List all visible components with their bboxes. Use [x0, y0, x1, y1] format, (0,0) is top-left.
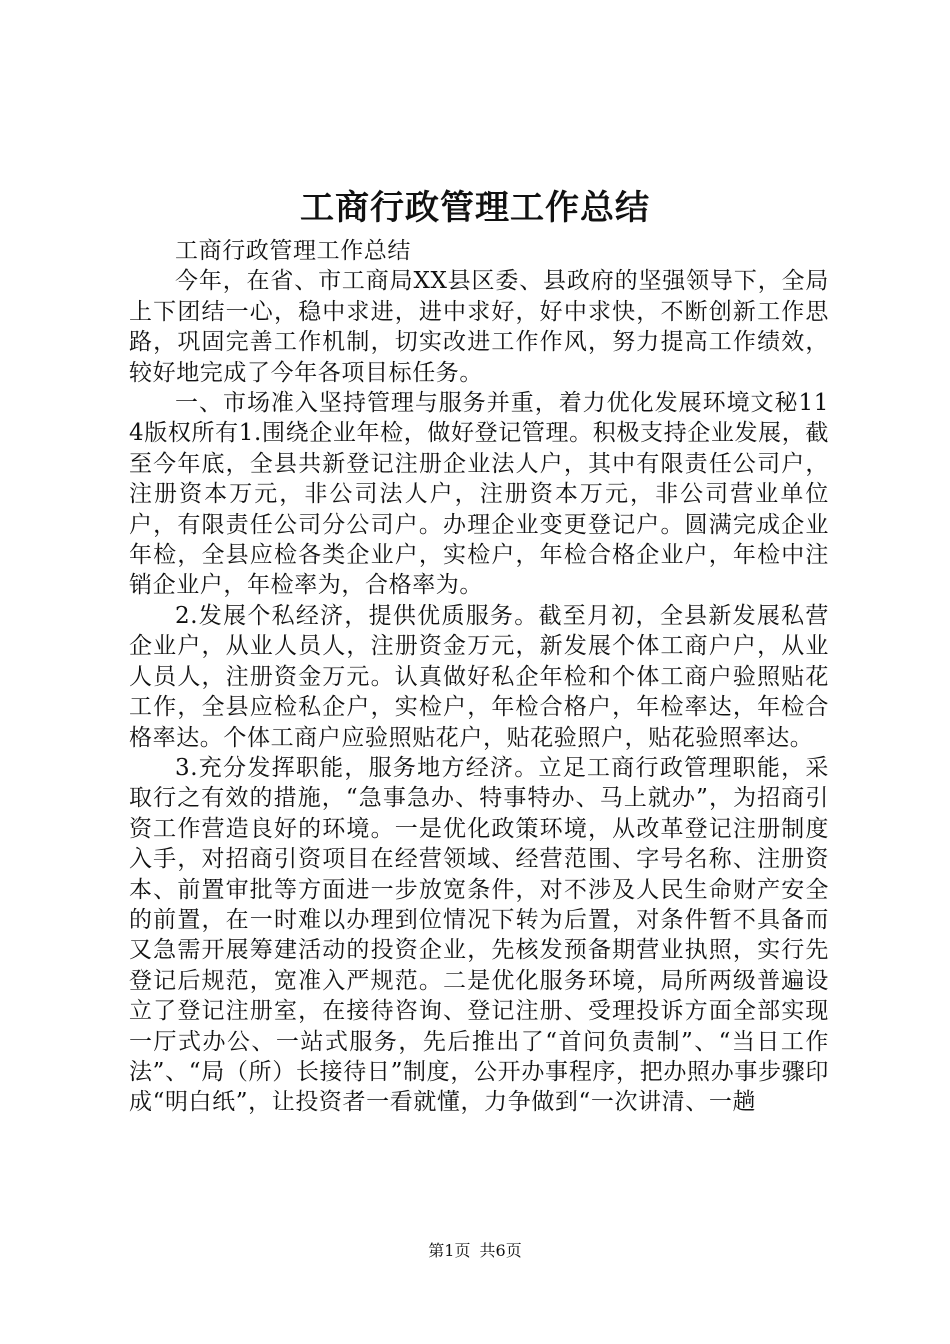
- paragraph-intro: 今年，在省、市工商局XX县区委、县政府的坚强领导下，全局上下团结一心，稳中求进，进中求好，好中求快，不断创新工作思路，巩固完善工作机制，切实改进工作作风，努力提高工作绩效，较好地完成了今年各项目标任务。: [129, 268, 829, 386]
- page-number: 第1页: [428, 1241, 471, 1260]
- paragraph-subtitle: 工商行政管理工作总结: [175, 238, 411, 264]
- document-title: 工商行政管理工作总结: [300, 188, 650, 228]
- paragraph-section-3: 3.充分发挥职能，服务地方经济。立足工商行政管理职能，采取行之有效的措施，“急事急办、特事特办、马上就办”，为招商引资工作营造良好的环境。一是优化政策环境，从改革登记注册制度入手，对招商引资项目在经营领域、经营范围、字号名称、注册资本、前置审批等方面进一步放宽条件，对不涉及人民生命财产安全的前置，在一时难以办理到位情况下转为后置，对条件暂不具备而又急需开展筹建活动的投资企业，先核发预备期营业执照，实行先登记后规范，宽准入严规范。二是优化服务环境，局所两级普遍设立了登记注册室，在接待咨询、登记注册、受理投诉方面全部实现一厅式办公、一站式服务，先后推出了“首问负责制”、“当日工作法”、“局（所）长接待日”制度，公开办事程序，把办照办事步骤印成“明白纸”，让投资者一看就懂，力争做到“一次讲清、一趟: [129, 754, 829, 1116]
- paragraph-section-2: 2.发展个私经济，提供优质服务。截至月初，全县新发展私营企业户，从业人员人，注册资金万元，新发展个体工商户户，从业人员人，注册资金万元。认真做好私企年检和个体工商户验照贴花工作，全县应检私企户，实检户，年检合格户，年检率达，年检合格率达。个体工商户应验照贴花户，贴花验照户，贴花验照率达。: [129, 602, 829, 751]
- document-body: [129, 236, 829, 1118]
- page-total: 共6页: [479, 1241, 522, 1260]
- paragraph-section-1: 一、市场准入坚持管理与服务并重，着力优化发展环境文秘114版权所有1.围绕企业年检，做好登记管理。积极支持企业发展，截至今年底，全县共新登记注册企业法人户，其中有限责任公司户，注册资本万元，非公司法人户，注册资本万元，非公司营业单位户，有限责任公司分公司户。办理企业变更登记户。圆满完成企业年检，全县应检各类企业户，实检户，年检合格企业户，年检中注销企业户，年检率为，合格率为。: [129, 390, 829, 599]
- page-footer: [0, 1240, 950, 1262]
